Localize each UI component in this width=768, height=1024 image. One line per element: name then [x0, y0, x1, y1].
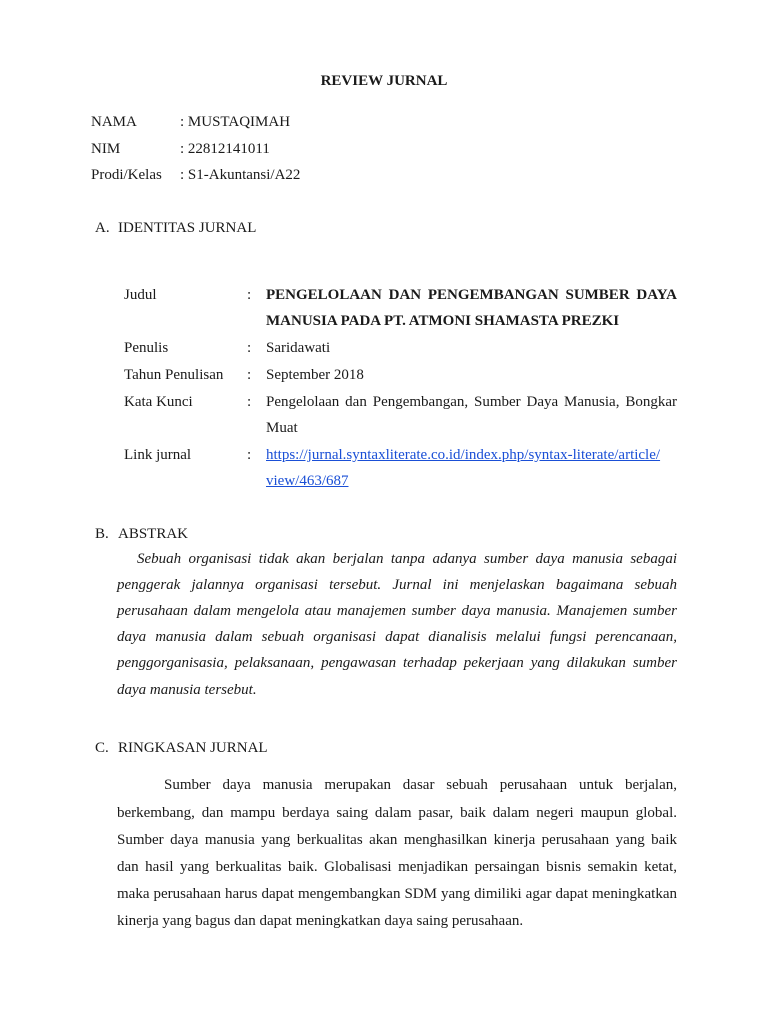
section-a-title: IDENTITAS JURNAL [118, 220, 257, 236]
kata-kunci-label: Kata Kunci [124, 394, 193, 410]
summary-line: Sumber daya manusia yang berkualitas akan menghasilkan kinerja perusahaan yang baik [117, 832, 677, 848]
section-a-letter: A. [95, 220, 110, 236]
penulis-label: Penulis [124, 340, 169, 356]
tahun-colon: : [247, 367, 252, 383]
journal-link-line-1[interactable]: https://jurnal.syntaxliterate.co.id/index.php/syntax-literate/article/ [266, 447, 661, 463]
page-title: REVIEW JURNAL [320, 73, 448, 89]
link-colon: : [247, 447, 252, 463]
abstract-line: penggorganisasia, pelaksanaan, pengawasan terhadap pekerjaan yang dilakukan sumber [117, 655, 677, 671]
summary-line: berkembang, dan mampu berdaya saing dalam pasar, baik dalam negeri maupun global. [117, 805, 677, 821]
kata-kunci-colon: : [247, 394, 252, 410]
judul-label: Judul [124, 287, 157, 303]
kata-kunci-line-2: Muat [266, 420, 298, 436]
abstract-line: Sebuah organisasi tidak akan berjalan tanpa adanya sumber daya manusia sebagai [137, 551, 677, 567]
section-c-letter: C. [95, 740, 109, 756]
nama-label: NAMA [91, 114, 137, 130]
penulis-colon: : [247, 340, 252, 356]
summary-line: dan hasil yang berkualitas baik. Globalisasi menjadikan persaingan bisnis semakin ketat, [117, 859, 677, 875]
nim-value: : 22812141011 [180, 141, 270, 157]
nama-value: : MUSTAQIMAH [180, 114, 291, 130]
abstract-line: penggerak jalannya organisasi tersebut. Jurnal ini menjelaskan bagaimana sebuah [117, 577, 677, 593]
penulis-value: Saridawati [266, 340, 331, 356]
abstract-line: daya manusia dalam sebuah organisasi dapat dianalisis melalui fungsi perencanaan, [117, 629, 677, 645]
journal-link-line-2[interactable]: view/463/687 [266, 473, 349, 489]
section-c-title: RINGKASAN JURNAL [118, 740, 268, 756]
tahun-value: September 2018 [266, 367, 364, 383]
section-b-letter: B. [95, 526, 109, 542]
judul-colon: : [247, 287, 252, 303]
summary-line: maka perusahaan harus dapat mengembangkan SDM yang dimiliki agar dapat meningkatkan [117, 886, 677, 902]
prodi-label: Prodi/Kelas [91, 167, 162, 183]
judul-line-1: PENGELOLAAN DAN PENGEMBANGAN SUMBER DAYA [266, 287, 677, 303]
section-b-title: ABSTRAK [118, 526, 189, 542]
link-label: Link jurnal [124, 447, 192, 463]
judul-line-2: MANUSIA PADA PT. ATMONI SHAMASTA PREZKI [266, 313, 620, 329]
prodi-value: : S1-Akuntansi/A22 [180, 167, 301, 183]
abstract-line: daya manusia tersebut. [117, 682, 257, 698]
summary-line: kinerja yang bagus dan dapat meningkatkan daya saing perusahaan. [117, 913, 524, 929]
kata-kunci-line-1: Pengelolaan dan Pengembangan, Sumber Daya Manusia, Bongkar [266, 394, 677, 410]
nim-label: NIM [91, 141, 121, 157]
abstract-line: perusahaan dalam mengelola atau manajemen sumber daya manusia. Manajemen sumber [117, 603, 677, 619]
tahun-label: Tahun Penulisan [124, 367, 224, 383]
summary-line: Sumber daya manusia merupakan dasar sebuah perusahaan untuk berjalan, [164, 777, 677, 793]
